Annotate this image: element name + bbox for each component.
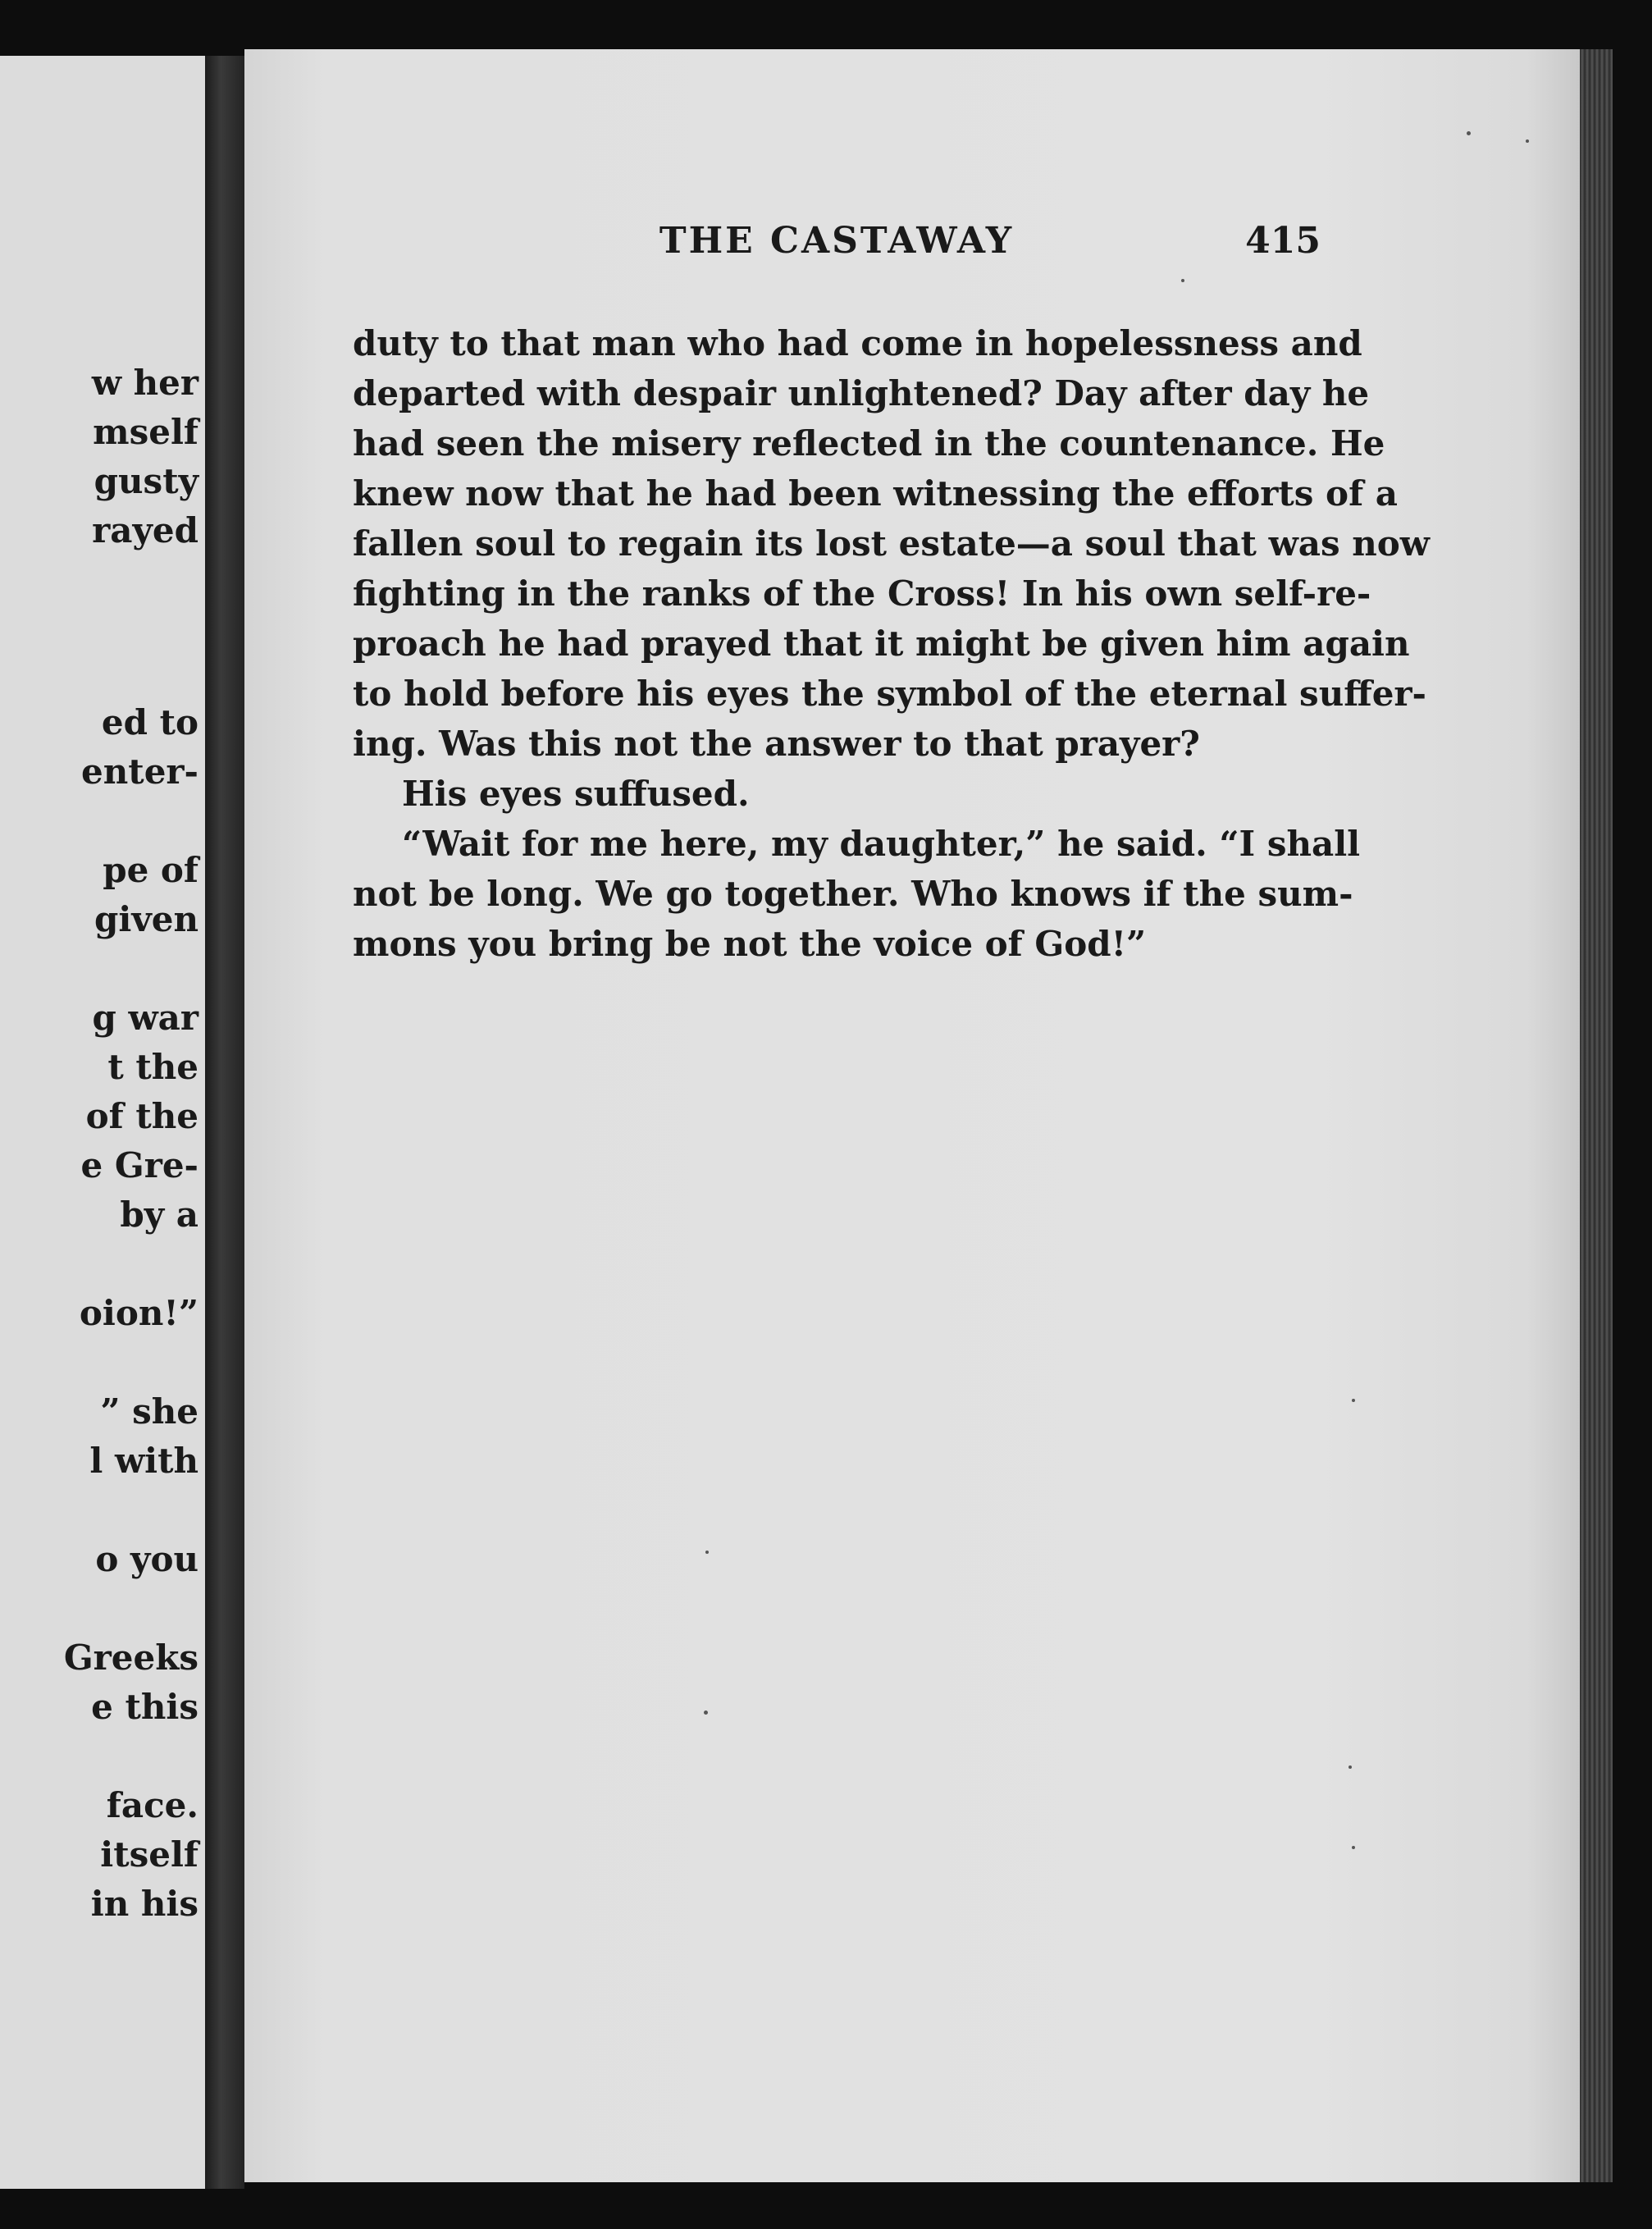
text-line: ing. Was this not the answer to that prayer? <box>353 724 1200 764</box>
text-line: His eyes suffused. <box>402 774 750 814</box>
left-page-fragment: given <box>94 899 199 939</box>
left-page-fragment: by a <box>120 1194 199 1235</box>
left-page <box>0 56 205 2189</box>
text-line: fallen soul to regain its lost estate—a soul that was now <box>353 523 1430 564</box>
text-line: mons you bring be not the voice of God!” <box>353 924 1147 964</box>
left-page-fragment: mself <box>93 412 199 452</box>
text-line: to hold before his eyes the symbol of the eternal suffer- <box>353 674 1426 714</box>
left-page-fragment: o you <box>95 1539 199 1579</box>
book-gutter <box>205 56 244 2189</box>
left-page-fragment: oion!” <box>79 1293 199 1333</box>
text-line: duty to that man who had come in hopelessness and <box>353 323 1362 363</box>
scan-speck <box>704 1711 708 1715</box>
scan-speck <box>1352 1399 1355 1402</box>
body-text <box>353 318 1430 969</box>
left-page-fragment: enter- <box>81 751 199 792</box>
left-page-fragment: e Gre- <box>80 1145 199 1185</box>
text-line: knew now that he had been witnessing the efforts of a <box>353 473 1398 514</box>
left-page-fragment: Greeks <box>63 1637 199 1678</box>
left-page-fragment: ed to <box>101 702 199 742</box>
text-line: not be long. We go together. Who knows if the sum- <box>353 874 1353 914</box>
scan-speck <box>1181 279 1184 282</box>
left-page-fragment: l with <box>89 1441 199 1481</box>
left-page-fragment: itself <box>100 1834 199 1875</box>
left-page-fragment: face. <box>106 1785 199 1825</box>
text-line: “Wait for me here, my daughter,” he said. “I shall <box>402 824 1361 864</box>
scan-speck <box>1352 1846 1355 1849</box>
left-page-fragment: ” she <box>100 1391 199 1432</box>
scan-speck <box>1349 1765 1352 1769</box>
left-page-fragment: rayed <box>92 510 199 550</box>
left-page-fragment: in his <box>90 1884 199 1924</box>
text-line: fighting in the ranks of the Cross! In his own self-re- <box>353 573 1371 614</box>
scan-speck <box>705 1551 709 1554</box>
left-page-fragment: w her <box>91 363 199 403</box>
scan-speck <box>1467 131 1471 135</box>
text-line: departed with despair unlightened? Day after day he <box>353 373 1370 413</box>
page-number: 415 <box>1245 220 1321 262</box>
left-page-fragment: of the <box>85 1096 199 1136</box>
text-line: had seen the misery reflected in the countenance. He <box>353 423 1385 464</box>
left-page-fragment: e this <box>91 1687 199 1727</box>
text-line: proach he had prayed that it might be given him again <box>353 623 1410 664</box>
left-page-fragment: g war <box>92 998 199 1038</box>
running-head <box>353 220 1321 269</box>
left-page-fragment: pe of <box>103 850 199 890</box>
running-title: THE CASTAWAY <box>659 220 1015 262</box>
left-page-fragment: t the <box>107 1047 199 1087</box>
left-page-fragment: gusty <box>94 461 199 501</box>
page-edge <box>1580 49 1613 2182</box>
scan-speck <box>1526 139 1529 143</box>
